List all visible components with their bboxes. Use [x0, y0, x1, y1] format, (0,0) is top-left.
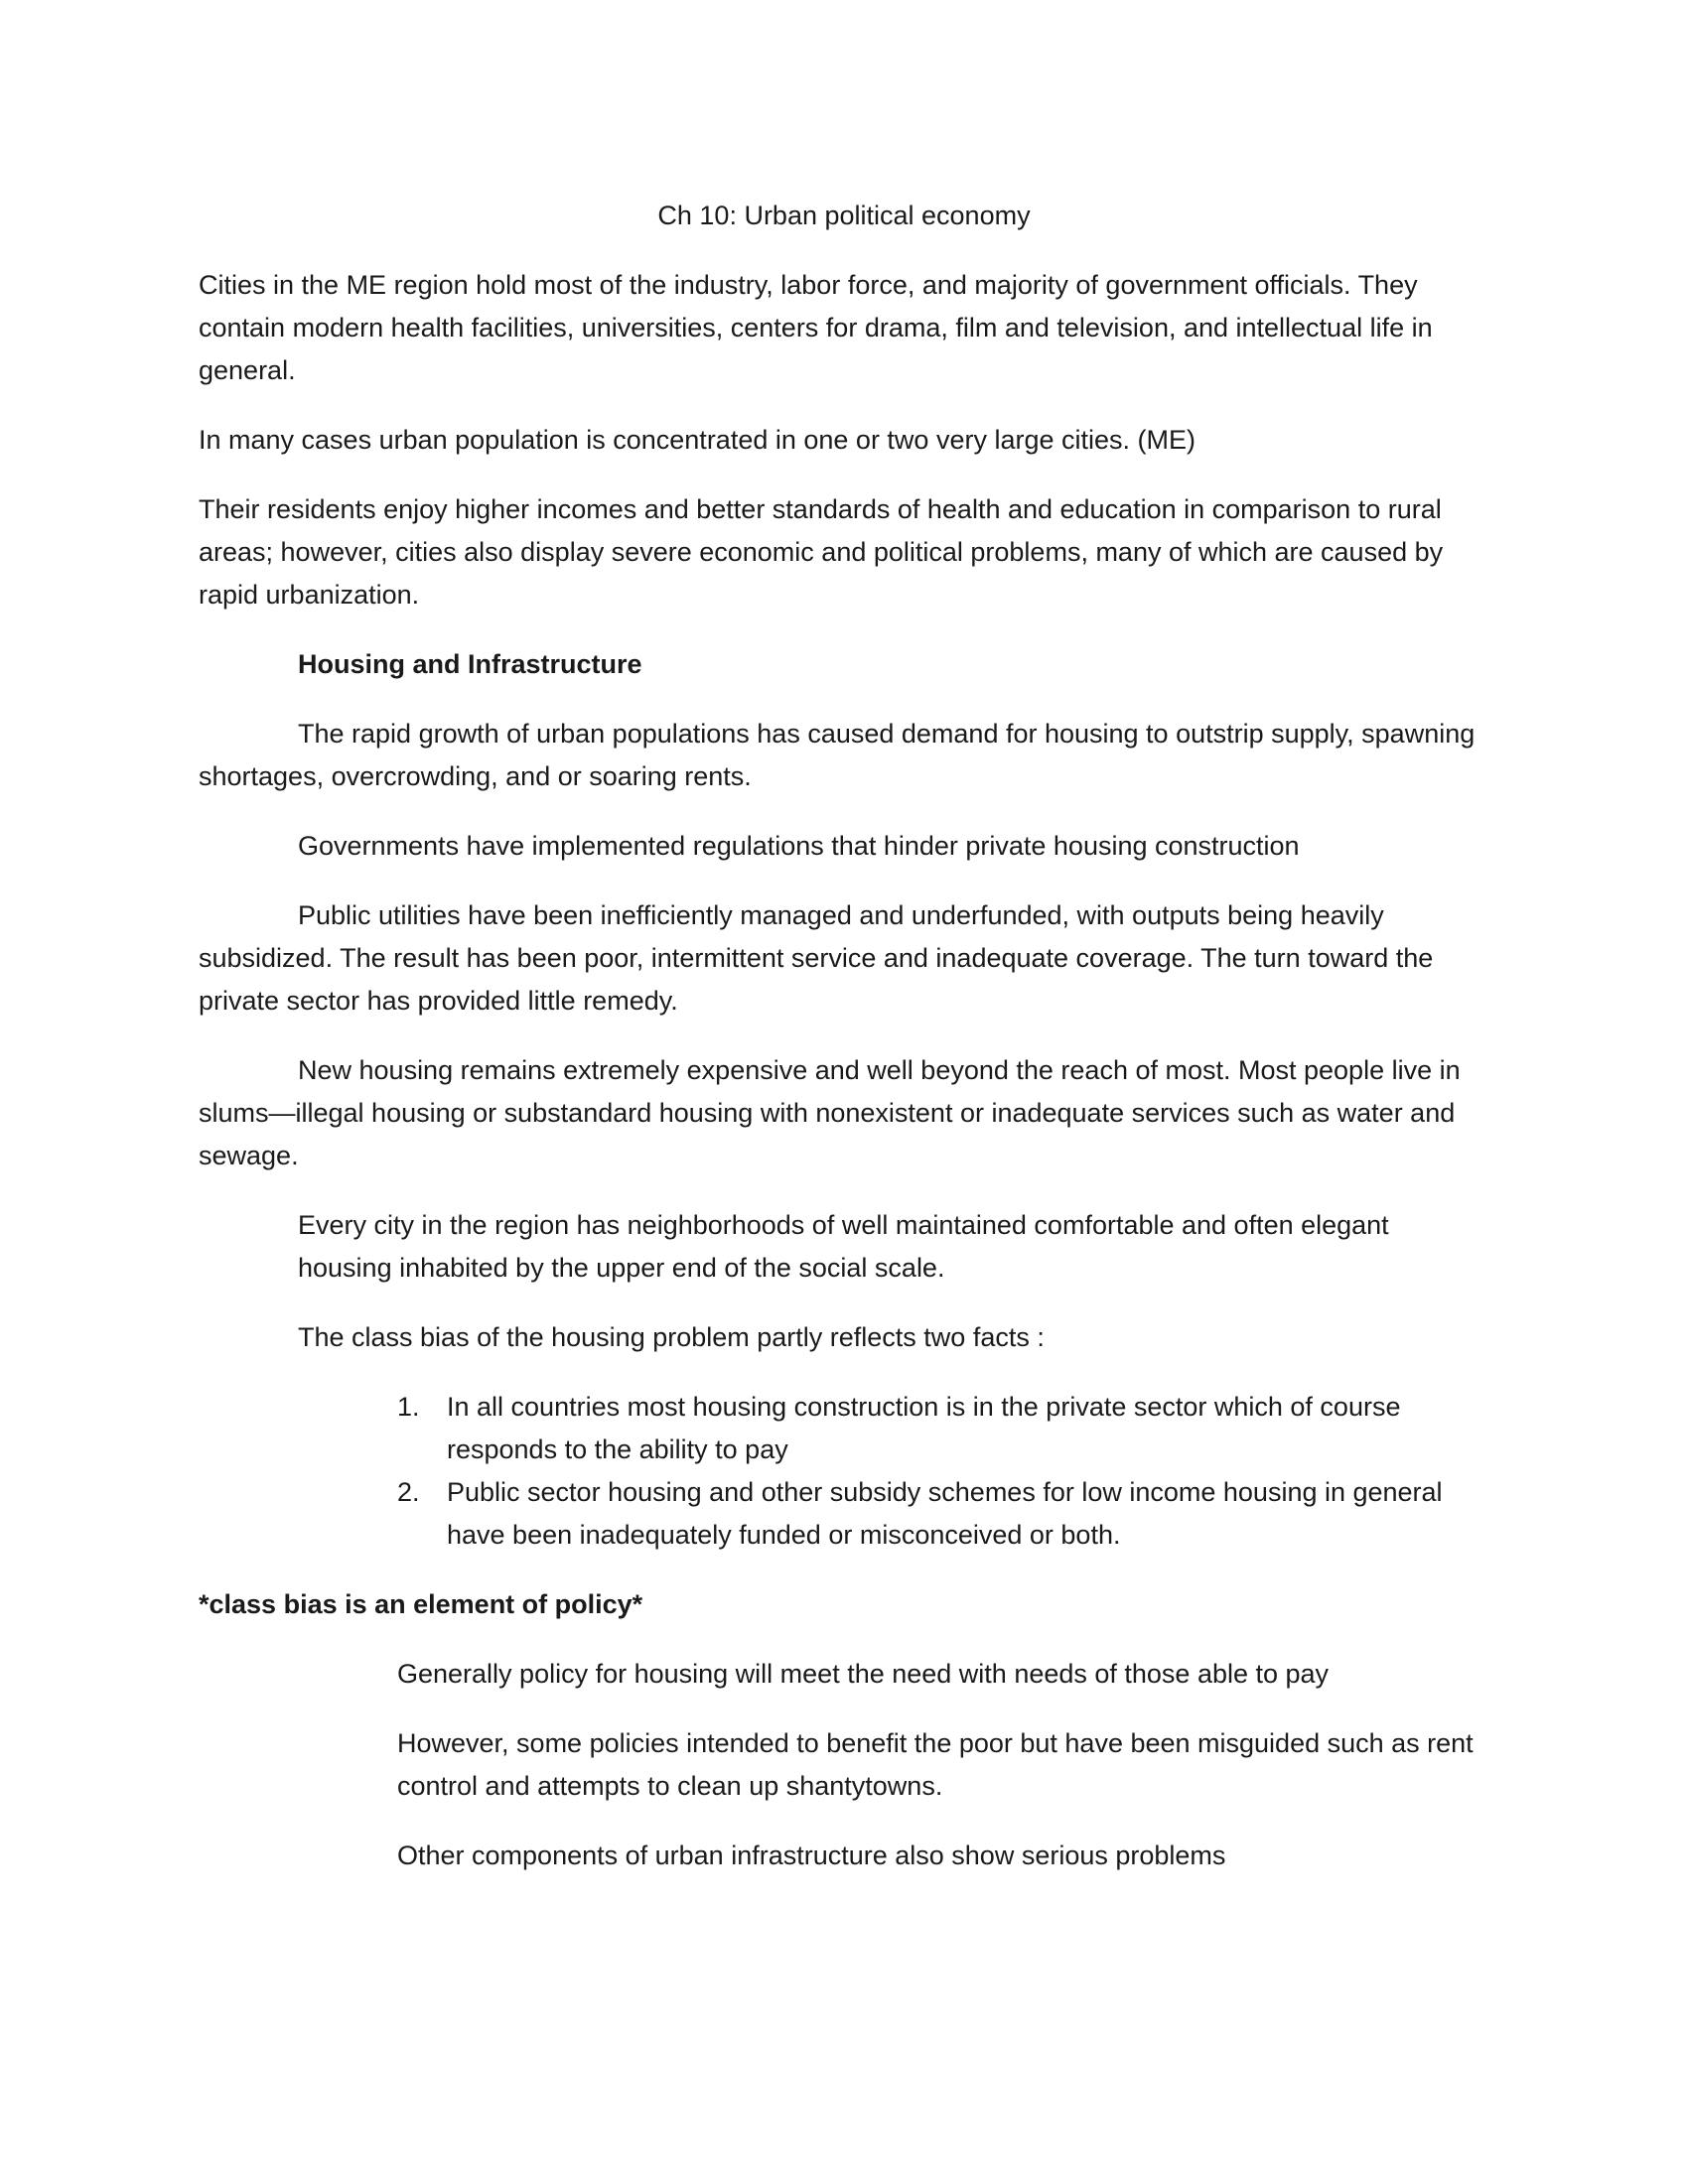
list-item-number: 1. — [397, 1392, 420, 1422]
paragraph-rapid-growth: The rapid growth of urban populations has caused demand for housing to outstrip supply, spawning shortages, overcrowding, and or soaring rents. — [199, 719, 1476, 791]
paragraph-regulations: Governments have implemented regulations that hinder private housing construction — [298, 831, 1300, 861]
paragraph-misguided-policies: However, some policies intended to benefit the poor but have been misguided such as rent control and attempts to clean up shantytowns. — [397, 1728, 1474, 1801]
paragraph-generally-policy: Generally policy for housing will meet the need with needs of those able to pay — [397, 1659, 1330, 1689]
section-heading-housing: Housing and Infrastructure — [298, 649, 642, 679]
paragraph-class-bias: The class bias of the housing problem partly reflects two facts : — [298, 1322, 1045, 1352]
paragraph-neighborhoods: Every city in the region has neighborhoods of well maintained comfortable and often elegant housing inhabited by the upper end of the social scale. — [298, 1210, 1389, 1283]
paragraph-residents: Their residents enjoy higher incomes and better standards of health and education in comparison to rural areas; however, cities also display severe economic and political problems, many of which are caused by rapid urbanization. — [199, 494, 1444, 610]
page-title: Ch 10: Urban political economy — [657, 201, 1031, 230]
document-body — [199, 195, 1489, 1904]
list-item — [397, 1386, 1489, 1471]
paragraph-urban-population: In many cases urban population is concentrated in one or two very large cities. (ME) — [199, 425, 1196, 455]
paragraph-new-housing: New housing remains extremely expensive and well beyond the reach of most. Most people live in slums—illegal housing or substandard housing with nonexistent or inadequate services such as water and sewage. — [199, 1055, 1461, 1170]
paragraph-cities: Cities in the ME region hold most of the industry, labor force, and majority of government officials. They contain modern health facilities, universities, centers for drama, film and television, and intellectual life in general. — [199, 270, 1433, 385]
paragraph-infrastructure-problems: Other components of urban infrastructure also show serious problems — [397, 1841, 1226, 1870]
list-item-text: Public sector housing and other subsidy schemes for low income housing in general have been inadequately funded or misconceived or both. — [447, 1477, 1443, 1550]
note-class-bias-policy: *class bias is an element of policy* — [199, 1589, 643, 1619]
paragraph-public-utilities: Public utilities have been inefficiently managed and underfunded, with outputs being heavily subsidized. The result has been poor, intermittent service and inadequate coverage. The turn toward the private sector has provided little remedy. — [199, 900, 1434, 1016]
list-item — [397, 1471, 1489, 1557]
list-item-number: 2. — [397, 1477, 420, 1507]
facts-list — [199, 1386, 1489, 1557]
list-item-text: In all countries most housing construction is in the private sector which of course responds to the ability to pay — [447, 1392, 1401, 1464]
